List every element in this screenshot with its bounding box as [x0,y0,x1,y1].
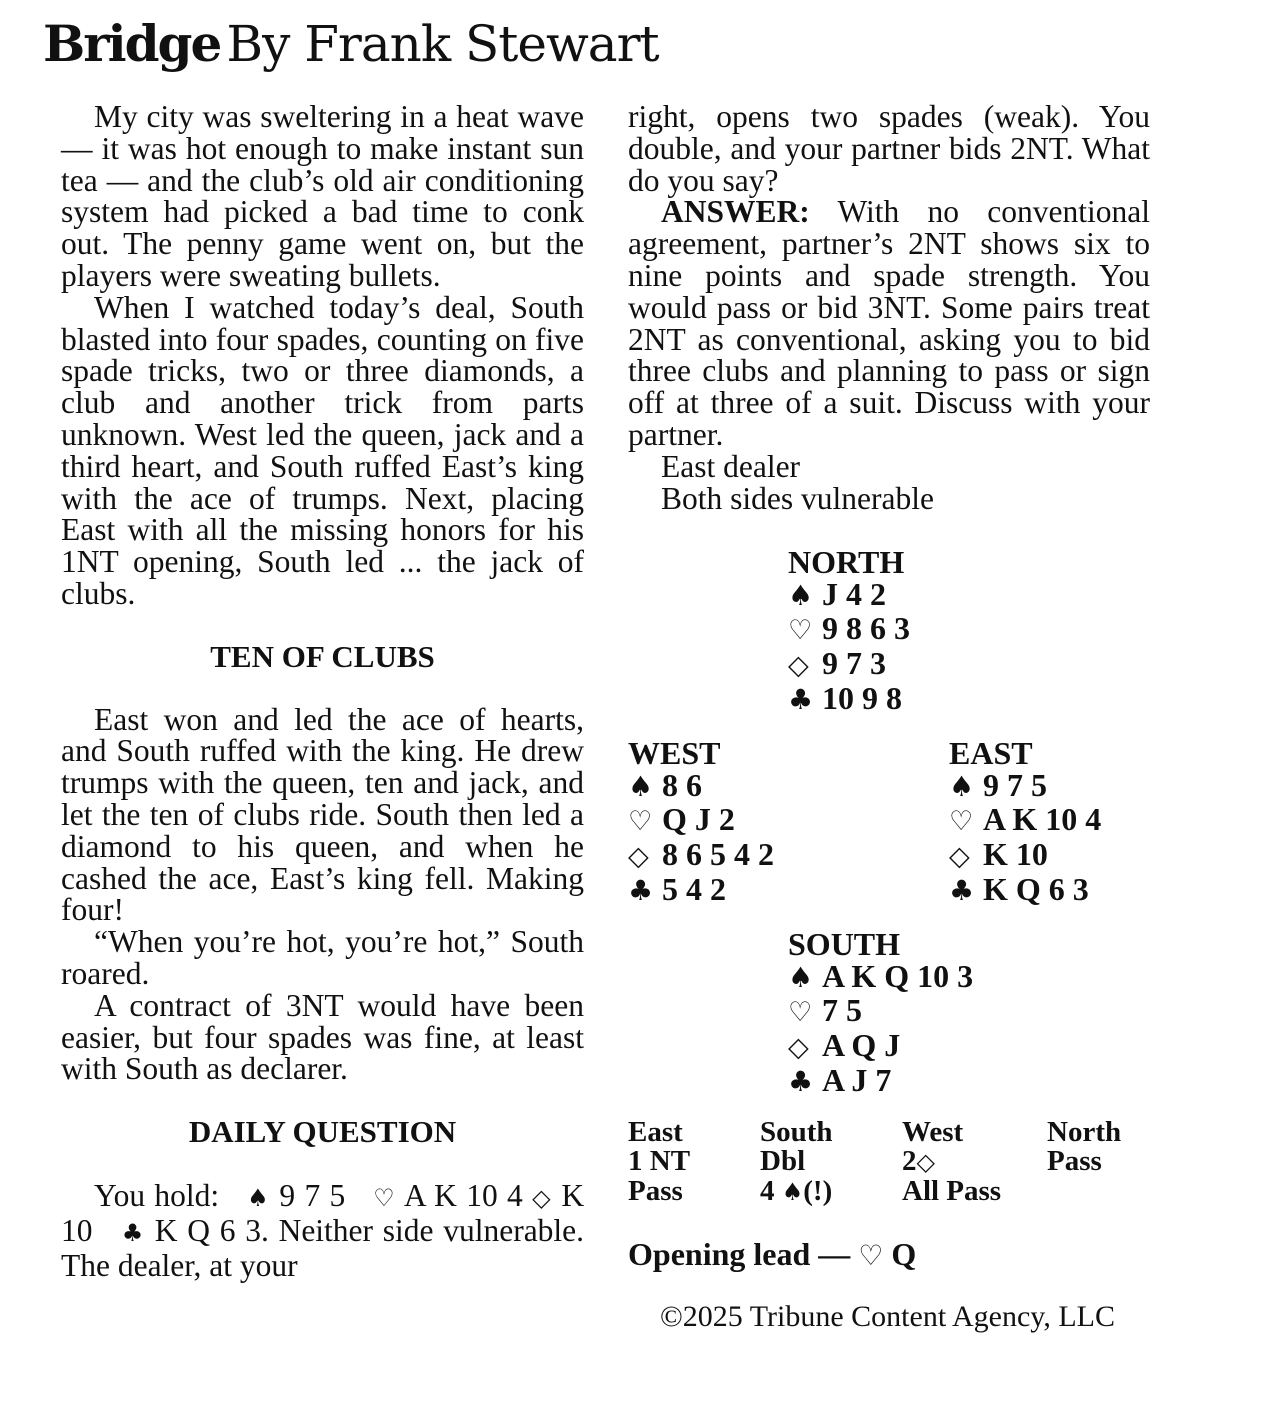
spade-icon: ♠ [788,961,814,994]
intro-paragraph: My city was sweltering in a heat wave — it was hot enough to make instant sun tea — and the club’s old air conditioning system had picked a bad time to conk out. The penny game went on, but the players were sweating bullets. [61,99,584,293]
heart-icon: ♡ [788,615,813,646]
spade-icon: ♠ [949,770,975,803]
answer-label: ANSWER: [661,194,810,230]
question-paragraph: You hold: ♠ 9 7 5 ♡ A K 10 4 ◇ K 10 ♣ K Q 6 3. Neither side vulnerable. The dealer, at your [61,1177,585,1283]
right-column [628,101,1150,514]
diamond-icon: ◇ [949,841,970,872]
diamond-icon: ◇ [916,1148,935,1176]
hand-label: EAST [949,735,1033,771]
masthead [43,14,659,73]
hand-label: SOUTH [788,926,901,962]
heart-icon: ♡ [373,1183,397,1212]
hand-west: WEST ♠ 8 6 ♡ Q J 2 ◇ 8 6 5 4 2 ♣ 5 4 2 [628,735,774,907]
auction-row: Pass 4 ♠(!) All Pass [628,1175,1002,1207]
diamond-icon: ◇ [532,1183,553,1212]
hand-north: NORTH ♠ J 4 2 ♡ 9 8 6 3 ◇ 9 7 3 ♣ 10 9 8 [788,544,910,716]
subhead-ten-of-clubs: TEN OF CLUBS [210,638,435,674]
spade-icon: ♠ [247,1183,271,1212]
hand-label: WEST [628,735,721,771]
heart-icon: ♡ [858,1239,884,1272]
deal-paragraph: When I watched today’s deal, South blasted into four spades, counting on five spade tricks, two or three diamonds, a club and another trick from parts unknown. West led the queen, jack and a third heart, and South ruffed East’s king with the ace of trumps. Next, placing East with all the missing honors for his 1NT opening, South led ... the jack of clubs. [61,289,584,611]
diamond-icon: ◇ [628,841,649,872]
club-icon: ♣ [628,874,654,907]
left-column [61,101,584,1281]
copyright-notice: ©2025 Tribune Content Agency, LLC [660,1300,1116,1333]
spade-icon: ♠ [628,770,654,803]
quote-paragraph: “When you’re hot, you’re hot,” South roared. [61,924,584,991]
spade-icon: ♠ [788,579,814,612]
answer-paragraph: ANSWER: With no conventional agreement, partner’s 2NT shows six to nine points and spade strength. You would pass or bid 3NT. Some pairs treat 2NT as conventional, asking you to bid three clubs and planning to pass or sign off at three of a suit. Discuss with your partner. [628,194,1150,452]
spade-icon: ♠ [781,1178,804,1206]
club-icon: ♣ [121,1218,146,1247]
auction-row: 1 NT Dbl 2◇ Pass [628,1145,1102,1177]
auction-header-row: East South West North [628,1116,1122,1148]
opening-lead: Opening lead — ♡ Q [628,1236,917,1272]
heart-icon: ♡ [788,997,813,1028]
question-continuation: right, opens two spades (weak). You double, and your partner bids 2NT. What do you say? [628,99,1150,198]
club-icon: ♣ [788,683,814,716]
contract-paragraph: A contract of 3NT would have been easier, but four spades was fine, at least with South as declarer. [61,987,584,1087]
auction-table [628,1118,1177,1207]
subhead-daily-question: DAILY QUESTION [188,1114,457,1150]
column-kicker: Bridge [43,14,221,73]
play-paragraph: East won and led the ace of hearts, and South ruffed with the king. He drew trumps with the queen, ten and jack, and let the ten of clubs ride. South then led a diamond to his queen, and when he cashed the ace, East’s king fell. Making four! [61,701,584,928]
hand-east: EAST ♠ 9 7 5 ♡ A K 10 4 ◇ K 10 ♣ K Q 6 3 [949,735,1102,907]
heart-icon: ♡ [949,806,974,837]
hand-south: SOUTH ♠ A K Q 10 3 ♡ 7 5 ◇ A Q J ♣ A J 7 [788,926,974,1098]
heart-icon: ♡ [628,806,653,837]
club-icon: ♣ [788,1065,814,1098]
hand-label: NORTH [788,544,905,580]
dealer-line: East dealer [661,448,801,484]
diamond-icon: ◇ [788,1032,809,1063]
vulnerability-line: Both sides vulnerable [661,480,934,516]
club-icon: ♣ [949,874,975,907]
diamond-icon: ◇ [788,650,809,681]
byline: By Frank Stewart [226,15,659,73]
